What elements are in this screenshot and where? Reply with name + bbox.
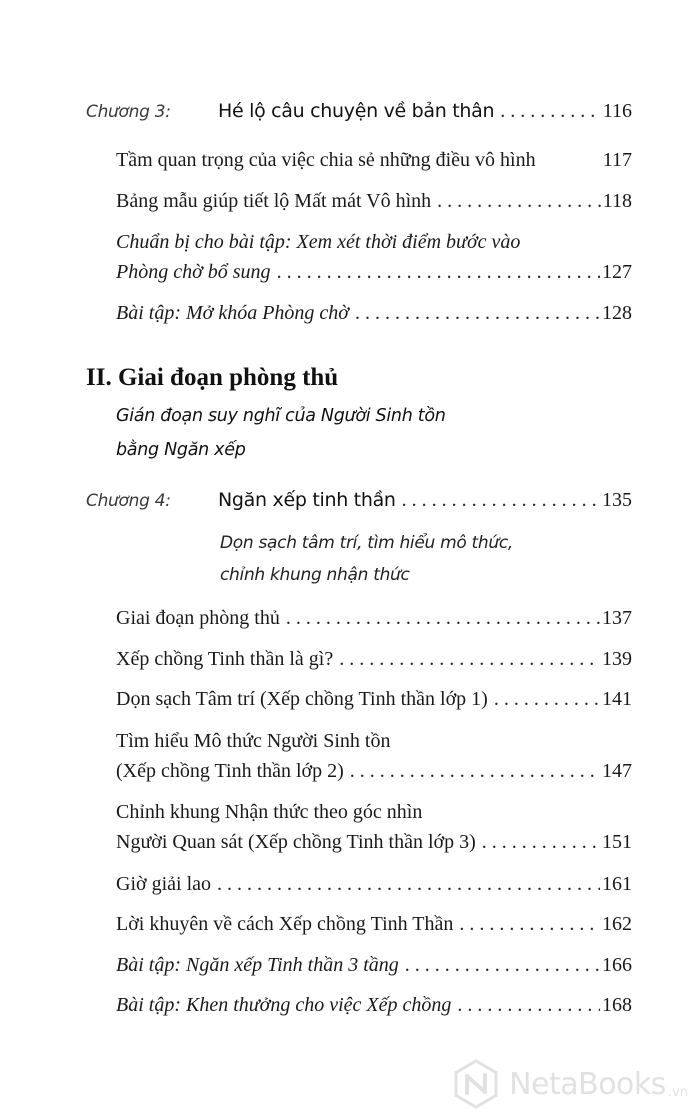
toc-entry[interactable] <box>116 994 632 1024</box>
chapter-label: Chương 3: <box>86 102 171 122</box>
page-number: 116 <box>602 100 632 122</box>
chapter-label: Chương 4: <box>86 491 171 511</box>
chapter-title: Hé lộ câu chuyện về bản thân <box>218 100 495 122</box>
toc-entry[interactable] <box>116 831 632 861</box>
entry-title-line-1: Chỉnh khung Nhận thức theo góc nhìn <box>116 801 423 823</box>
toc-entry[interactable] <box>116 648 632 678</box>
page-number: 127 <box>602 261 632 283</box>
dot-leader <box>476 831 600 854</box>
toc-entry[interactable] <box>116 760 632 790</box>
dot-leader <box>211 873 600 896</box>
dot-leader <box>399 954 600 977</box>
toc-entry[interactable] <box>116 190 632 220</box>
toc-entry[interactable] <box>116 261 632 291</box>
page-number: 161 <box>602 873 632 895</box>
entry-title: Giờ giải lao <box>116 873 211 895</box>
toc-entry[interactable] <box>116 954 632 984</box>
dot-leader <box>431 190 601 213</box>
entry-title: Bài tập: Ngăn xếp Tinh thần 3 tầng <box>116 954 399 976</box>
entry-title: Tầm quan trọng của việc chia sẻ những điều vô hình <box>116 149 536 171</box>
dot-leader <box>488 688 600 711</box>
watermark <box>451 1056 688 1112</box>
entry-title: Phòng chờ bổ sung <box>116 261 271 283</box>
entry-title: Bảng mẫu giúp tiết lộ Mất mát Vô hình <box>116 190 432 212</box>
page-number: 168 <box>602 994 632 1016</box>
page-number: 139 <box>602 648 632 670</box>
dot-leader <box>271 261 600 284</box>
page-number: 135 <box>602 489 632 511</box>
toc-entry[interactable] <box>116 913 632 943</box>
toc-chapter-4[interactable] <box>86 489 632 523</box>
toc-entry[interactable] <box>116 688 632 718</box>
toc-entry[interactable] <box>116 302 632 332</box>
dot-leader <box>451 994 600 1017</box>
dot-leader <box>396 489 600 512</box>
chapter-subtitle-line-2: chỉnh khung nhận thức <box>220 565 410 585</box>
page-number: 118 <box>602 190 632 212</box>
dot-leader <box>344 760 600 783</box>
page-number: 166 <box>602 954 632 976</box>
page-number: 162 <box>602 913 632 935</box>
toc-entry[interactable] <box>116 873 632 903</box>
chapter-title: Ngăn xếp tinh thần <box>218 489 396 511</box>
entry-title: Người Quan sát (Xếp chồng Tinh thần lớp 3) <box>116 831 476 853</box>
entry-title: Giai đoạn phòng thủ <box>116 607 280 629</box>
entry-title: Xếp chồng Tinh thần là gì? <box>116 648 334 670</box>
toc-entry[interactable] <box>116 149 632 179</box>
entry-title: Bài tập: Mở khóa Phòng chờ <box>116 302 349 324</box>
entry-title-line-1: Tìm hiểu Mô thức Người Sinh tồn <box>116 730 391 752</box>
watermark-brand: NetaBooks <box>509 1066 666 1102</box>
dot-leader <box>494 100 601 123</box>
page-number: 128 <box>602 302 632 324</box>
entry-title: Bài tập: Khen thưởng cho việc Xếp chồng <box>116 994 452 1016</box>
page-number: 141 <box>602 688 632 710</box>
entry-title: Lời khuyên về cách Xếp chồng Tinh Thần <box>116 913 454 935</box>
netabooks-logo-icon <box>451 1059 501 1109</box>
section-title: II. Giai đoạn phòng thủ <box>86 364 339 391</box>
toc-entry[interactable] <box>116 607 632 637</box>
chapter-subtitle-line-1: Dọn sạch tâm trí, tìm hiểu mô thức, <box>220 533 514 553</box>
page-number: 117 <box>602 149 632 171</box>
dot-leader <box>280 607 600 630</box>
entry-title-line-1: Chuẩn bị cho bài tập: Xem xét thời điểm bước vào <box>116 231 521 253</box>
entry-title: (Xếp chồng Tinh thần lớp 2) <box>116 760 344 782</box>
watermark-tld: .vn <box>667 1085 688 1100</box>
dot-leader <box>333 648 600 671</box>
dot-leader <box>349 302 600 325</box>
section-subtitle-line-1: Gián đoạn suy nghĩ của Người Sinh tồn <box>116 406 446 426</box>
dot-leader <box>453 913 600 936</box>
page-number: 147 <box>602 760 632 782</box>
page-number: 137 <box>602 607 632 629</box>
section-subtitle-line-2: bằng Ngăn xếp <box>116 440 246 460</box>
page-number: 151 <box>602 831 632 853</box>
toc-chapter-3[interactable] <box>86 100 632 134</box>
entry-title: Dọn sạch Tâm trí (Xếp chồng Tinh thần lớp 1) <box>116 688 488 710</box>
